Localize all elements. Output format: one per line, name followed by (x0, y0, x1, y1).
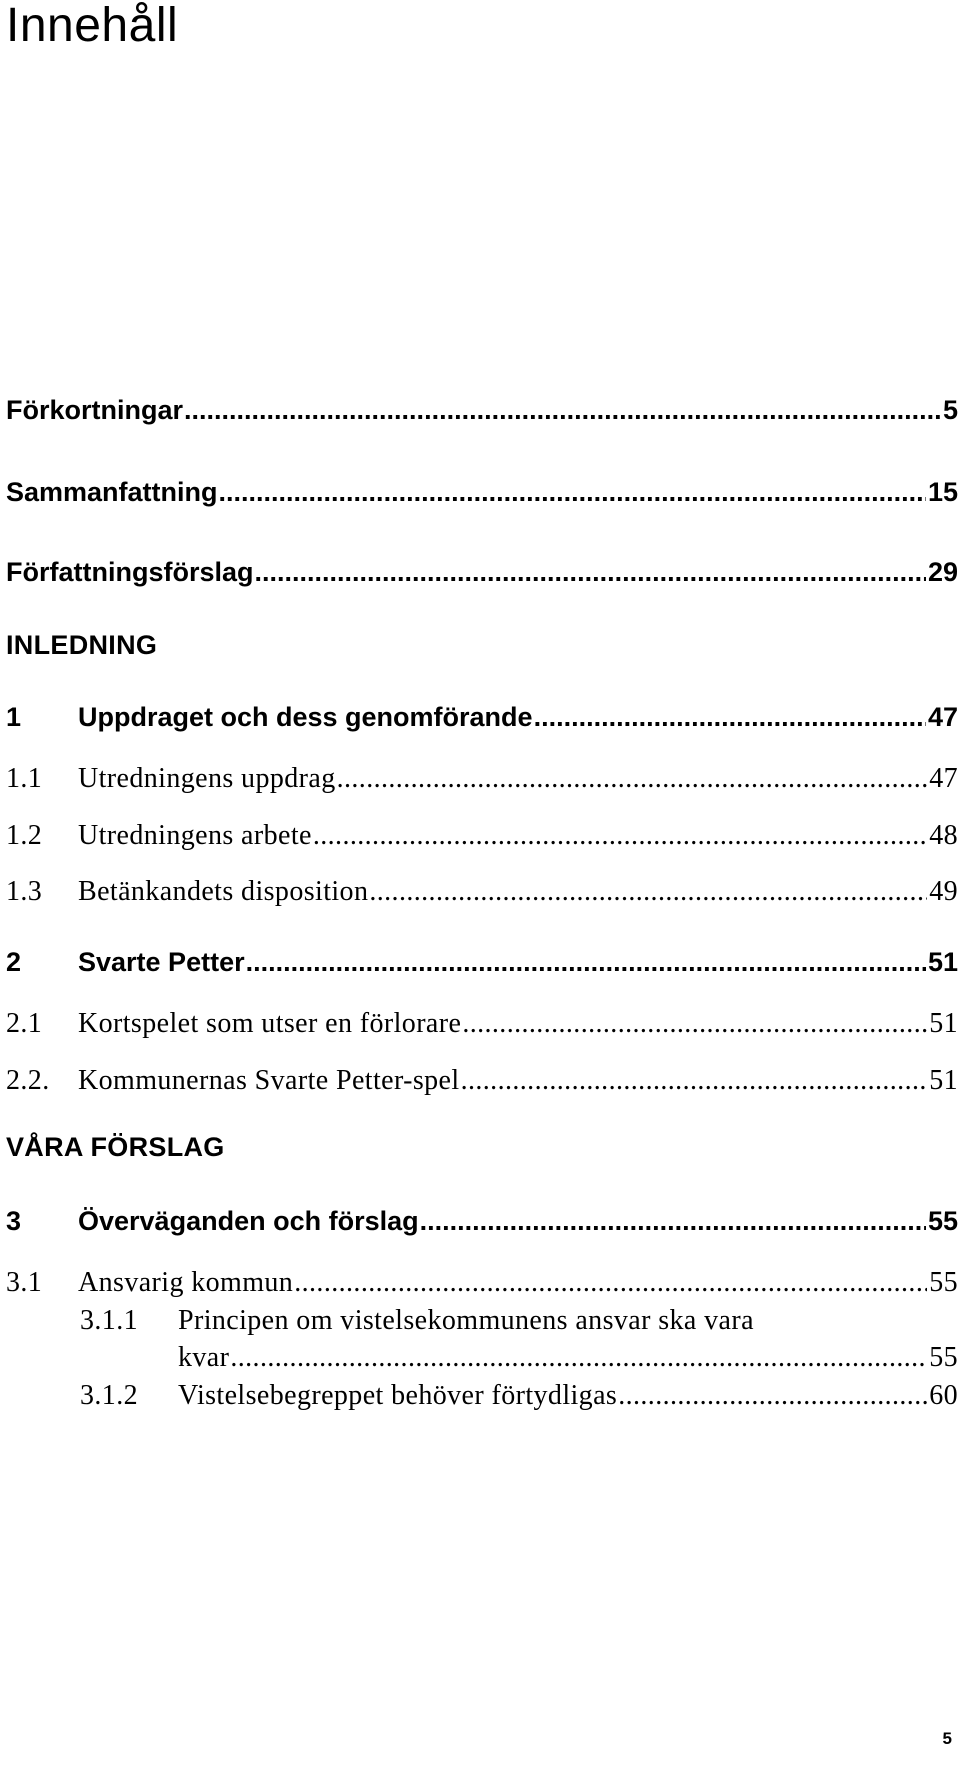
toc-section-1-2[interactable] (6, 820, 958, 852)
toc-section-3-1[interactable] (6, 1267, 958, 1299)
leader-dots (313, 820, 927, 852)
toc-entry-label: Sammanfattning (6, 477, 218, 507)
toc-section-page: 51 (929, 1008, 958, 1039)
section-heading-vara-forslag: VÅRA FÖRSLAG (6, 1132, 225, 1162)
leader-dots (461, 1065, 928, 1097)
leader-dots (184, 395, 941, 426)
toc-section-label: Ansvarig kommun (78, 1267, 294, 1298)
toc-entry-page: 15 (927, 477, 958, 507)
toc-section-page: 47 (929, 763, 958, 794)
toc-entry-page: 5 (942, 395, 958, 425)
leader-dots (618, 1380, 927, 1412)
section-heading-inledning: INLEDNING (6, 630, 158, 660)
toc-section-page: 48 (929, 820, 958, 851)
toc-entry-sammanfattning[interactable] (6, 477, 958, 508)
toc-section-label: Utredningens uppdrag (78, 763, 336, 794)
toc-subsection-label-cont: kvar (178, 1342, 230, 1373)
leader-dots (219, 477, 926, 508)
toc-chapter-number: 3 (6, 1206, 22, 1236)
toc-entry-forkortningar[interactable] (6, 395, 958, 426)
leader-dots (246, 947, 926, 978)
toc-subsection-3-1-1-line2[interactable] (178, 1342, 958, 1374)
toc-section-number: 1.2 (6, 820, 43, 851)
toc-subsection-label: Principen om vistelsekommunens ansvar ska vara (178, 1305, 754, 1336)
toc-section-number: 1.1 (6, 763, 43, 794)
toc-chapter-3[interactable] (6, 1206, 958, 1237)
toc-entry-forfattningsforslag[interactable] (6, 557, 958, 588)
toc-section-number: 2.2. (6, 1065, 50, 1096)
toc-section-label: Betänkandets disposition (78, 876, 369, 907)
leader-dots (462, 1008, 927, 1040)
toc-subsection-number: 3.1.2 (80, 1380, 138, 1411)
toc-section-2-1[interactable] (6, 1008, 958, 1040)
toc-chapter-page: 55 (927, 1206, 958, 1236)
leader-dots (230, 1342, 927, 1374)
toc-chapter-page: 47 (927, 702, 958, 732)
leader-dots (420, 1206, 926, 1237)
toc-entry-page: 29 (927, 557, 958, 587)
toc-chapter-label: Överväganden och förslag (78, 1206, 419, 1236)
leader-dots (369, 876, 927, 908)
toc-chapter-1[interactable] (6, 702, 958, 733)
toc-chapter-label: Uppdraget och dess genomförande (78, 702, 533, 732)
toc-section-1-3[interactable] (6, 876, 958, 908)
toc-subsection-3-1-1-line1[interactable] (80, 1305, 958, 1337)
toc-section-1-1[interactable] (6, 763, 958, 795)
leader-dots (337, 763, 928, 795)
toc-subsection-label: Vistelsebegreppet behöver förtydligas (178, 1380, 618, 1411)
toc-subsection-page: 60 (929, 1380, 958, 1411)
toc-subsection-page: 55 (929, 1342, 958, 1373)
leader-dots (255, 557, 926, 588)
toc-section-number: 1.3 (6, 876, 43, 907)
toc-subsection-3-1-2[interactable] (80, 1380, 958, 1412)
toc-section-number: 3.1 (6, 1267, 43, 1298)
toc-section-label: Kommunernas Svarte Petter-spel (78, 1065, 460, 1096)
leader-dots (294, 1267, 927, 1299)
toc-section-label: Utredningens arbete (78, 820, 312, 851)
toc-section-label: Kortspelet som utser en förlorare (78, 1008, 462, 1039)
toc-entry-label: Författningsförslag (6, 557, 254, 587)
toc-chapter-2[interactable] (6, 947, 958, 978)
toc-chapter-page: 51 (927, 947, 958, 977)
toc-section-number: 2.1 (6, 1008, 43, 1039)
leader-dots (534, 702, 926, 733)
toc-section-page: 49 (929, 876, 958, 907)
toc-section-2-2[interactable] (6, 1065, 958, 1097)
page-number: 5 (942, 1729, 952, 1748)
page-title: Innehåll (6, 0, 179, 52)
toc-chapter-label: Svarte Petter (78, 947, 245, 977)
toc-section-page: 55 (929, 1267, 958, 1298)
toc-chapter-number: 1 (6, 702, 22, 732)
toc-subsection-number: 3.1.1 (80, 1305, 138, 1336)
toc-section-page: 51 (929, 1065, 958, 1096)
toc-chapter-number: 2 (6, 947, 22, 977)
toc-entry-label: Förkortningar (6, 395, 184, 425)
